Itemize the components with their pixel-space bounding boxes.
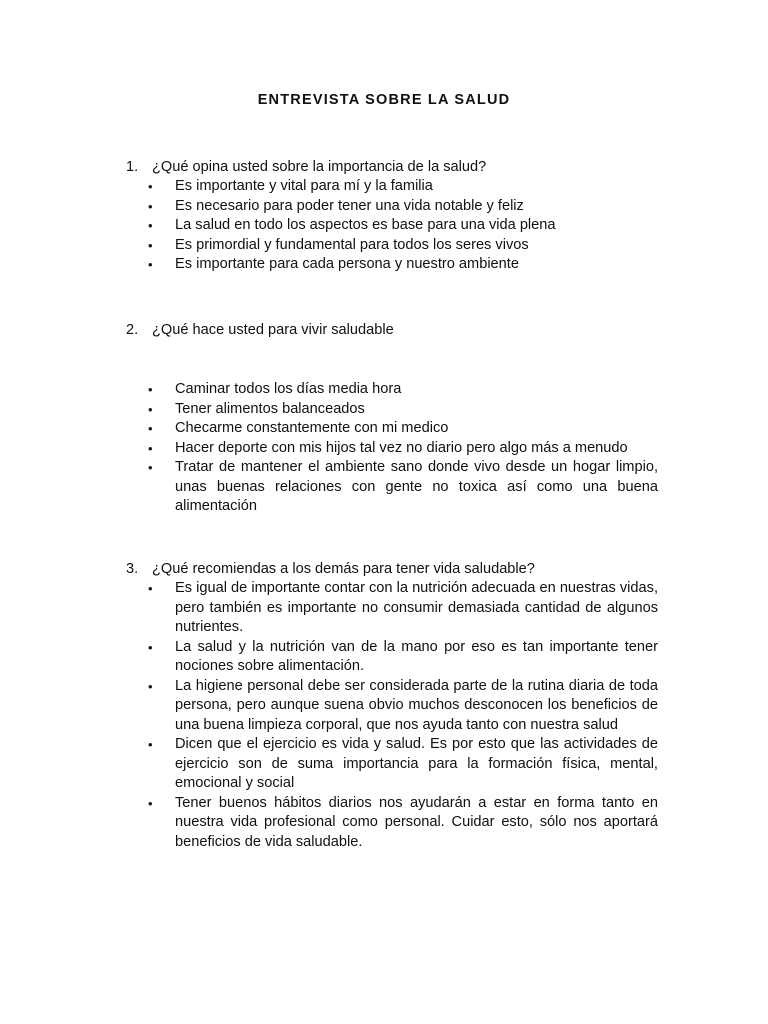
question-heading	[126, 559, 666, 579]
bullet-icon: •	[148, 401, 153, 417]
question-2	[126, 320, 666, 517]
bullet-icon: •	[148, 581, 153, 596]
bullet-icon: •	[148, 237, 153, 253]
answer-text: Tener buenos hábitos diarios nos ayudarán a estar en forma tanto en nuestra vida profesional como personal. Cuidar esto, sólo nos aportará beneficios de vida saludable.	[175, 794, 658, 850]
answer-text: La salud y la nutrición van de la mano por eso es tan importante tener nociones sobre alimentación.	[175, 638, 658, 674]
bullet-icon: •	[148, 179, 153, 194]
answer-text: Caminar todos los días media hora	[175, 381, 402, 397]
question-number: 2.	[126, 322, 139, 338]
answer-item	[126, 197, 666, 217]
bullet-icon: •	[148, 460, 153, 475]
answer-item	[126, 216, 666, 236]
bullet-icon: •	[148, 795, 153, 811]
document-title: ENTREVISTA SOBRE LA SALUD	[257, 92, 511, 108]
answer-item	[126, 255, 666, 275]
bullet-icon: •	[148, 421, 153, 436]
question-text: ¿Qué opina usted sobre la importancia de la salud?	[152, 159, 487, 175]
answer-list	[126, 579, 666, 852]
answer-item	[126, 419, 666, 439]
answer-text: La salud en todo los aspectos es base para una vida plena	[175, 217, 556, 233]
bullet-icon: •	[148, 198, 153, 214]
answer-item	[126, 400, 666, 420]
answer-item	[126, 735, 666, 794]
bullet-icon: •	[148, 737, 153, 752]
bullet-icon: •	[148, 257, 153, 272]
answer-text: Es necesario para poder tener una vida notable y feliz	[175, 197, 524, 214]
answer-item	[126, 677, 666, 736]
answer-list	[126, 177, 666, 275]
answer-item	[126, 579, 666, 638]
answer-item	[126, 236, 666, 256]
question-number: 1.	[126, 159, 139, 175]
bullet-icon: •	[148, 678, 153, 694]
question-number: 3.	[126, 561, 139, 577]
bullet-icon: •	[148, 382, 153, 397]
answer-text: Es primordial y fundamental para todos los seres vivos	[175, 236, 529, 253]
answer-text: La higiene personal debe ser considerada parte de la rutina diaria de toda persona, pero aunque suena obvio muchos desconocen los beneficios de una buena limpieza corporal, que nos ayuda tanto con nuestra salud	[175, 677, 658, 733]
answer-text: Es importante para cada persona y nuestro ambiente	[175, 256, 519, 272]
answer-text: Hacer deporte con mis hijos tal vez no diario pero algo más a menudo	[175, 439, 628, 456]
answer-item	[126, 794, 666, 853]
question-text: ¿Qué recomiendas a los demás para tener vida saludable?	[152, 561, 535, 577]
question-1	[126, 157, 666, 275]
question-heading	[126, 157, 666, 177]
bullet-icon: •	[148, 218, 153, 233]
answer-item	[126, 439, 666, 459]
bullet-icon: •	[148, 639, 153, 655]
answer-item	[126, 177, 666, 197]
answer-text: Es igual de importante contar con la nutrición adecuada en nuestras vidas, pero también es importante no consumir demasiada cantidad de algunos nutrientes.	[175, 580, 658, 635]
answer-text: Es importante y vital para mí y la familia	[175, 178, 433, 194]
answer-text: Tratar de mantener el ambiente sano donde vivo desde un hogar limpio, unas buenas relaciones con gente no toxica así como una buena alimentación	[175, 459, 658, 514]
question-heading	[126, 320, 666, 340]
answer-list	[126, 380, 666, 517]
bullet-icon: •	[148, 440, 153, 456]
question-3	[126, 559, 666, 852]
answer-item	[126, 458, 666, 517]
question-text: ¿Qué hace usted para vivir saludable	[152, 322, 394, 338]
answer-item	[126, 380, 666, 400]
answer-item	[126, 638, 666, 677]
answer-text: Tener alimentos balanceados	[175, 400, 365, 417]
answer-text: Dicen que el ejercicio es vida y salud. Es por esto que las actividades de ejercicio son de suma importancia para la formación física, mental, emocional y social	[175, 736, 658, 791]
answer-text: Checarme constantemente con mi medico	[175, 420, 449, 436]
